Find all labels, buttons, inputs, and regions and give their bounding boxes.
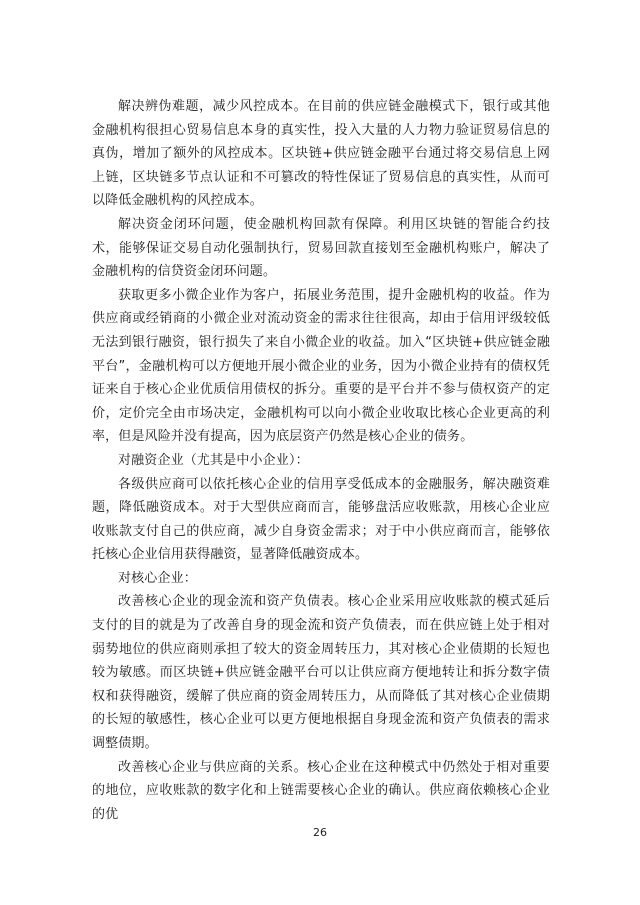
paragraph-more-sme-customers: 获取更多小微企业作为客户，拓展业务范围，提升金融机构的收益。作为供应商或经销商的小微企业对流动资金的需求往往很高，却由于信用评级较低无法到银行融资，银行损失了来自小微企业的收益。加入“区块链+供应链金融平台”，金融机构可以方便地开展小微企业的业务，因为小微企业持有的债权凭证来自于核心企业优质信用债权的拆分。重要的是平台并不参与债权资产的定价，定价完全由市场决定，金融机构可以向小微企业收取比核心企业更高的利率，但是风险并没有提高，因为底层资产仍然是核心企业的债务。 <box>92 287 550 445</box>
paragraph-supplier-financing: 各级供应商可以依托核心企业的信用享受低成本的金融服务，解决融资难题，降低融资成本。对于大型供应商而言，能够盘活应收账款，用核心企业应收账款支付自己的供应商，减少自身资金需求；对于中小供应商而言，能够依托核心企业信用获得融资，显著降低融资成本。 <box>92 476 550 563</box>
paragraph-core-cashflow: 改善核心企业的现金流和资产负债表。核心企业采用应收账款的模式延后支付的目的就是为了改善自身的现金流和资产负债表，而在供应链上处于相对弱势地位的供应商则承担了较大的资金周转压力，其对核心企业债期的长短也较为敏感。而区块链+供应链金融平台可以让供应商方便地转让和拆分数字债权和获得融资，缓解了供应商的资金周转压力，从而降低了其对核心企业债期的长短的敏感性，核心企业可以更方便地根据自身现金流和资产负债表的需求调整债期。 <box>92 594 550 752</box>
paragraph-heading-core-enterprises: 对核心企业： <box>118 570 197 586</box>
paragraph-core-supplier-relation: 改善核心企业与供应商的关系。核心企业在这种模式中仍然处于相对重要的地位，应收账款的数字化和上链需要核心企业的确认。供应商依赖核心企业的优 <box>92 759 550 822</box>
page-number: 26 <box>313 826 327 839</box>
paragraph-heading-financing-enterprises: 对融资企业（尤其是中小企业）： <box>118 452 309 468</box>
paragraph-fund-closed-loop: 解决资金闭环问题，使金融机构回款有保障。利用区块链的智能合约技术，能够保证交易自动化强制执行，贸易回款直接划至金融机构账户，解决了金融机构的信贷资金闭环问题。 <box>92 216 550 280</box>
document-body <box>92 95 550 826</box>
paragraph-fraud-verification: 解决辨伪难题，减少风控成本。在目前的供应链金融模式下，银行或其他金融机构很担心贸易信息本身的真实性，投入大量的人力物力验证贸易信息的真伪，增加了额外的风控成本。区块链+供应链金融平台通过将交易信息上网上链，区块链多节点认证和不可篡改的特性保证了贸易信息的真实性，从而可以降低金融机构的风控成本。 <box>92 99 550 209</box>
